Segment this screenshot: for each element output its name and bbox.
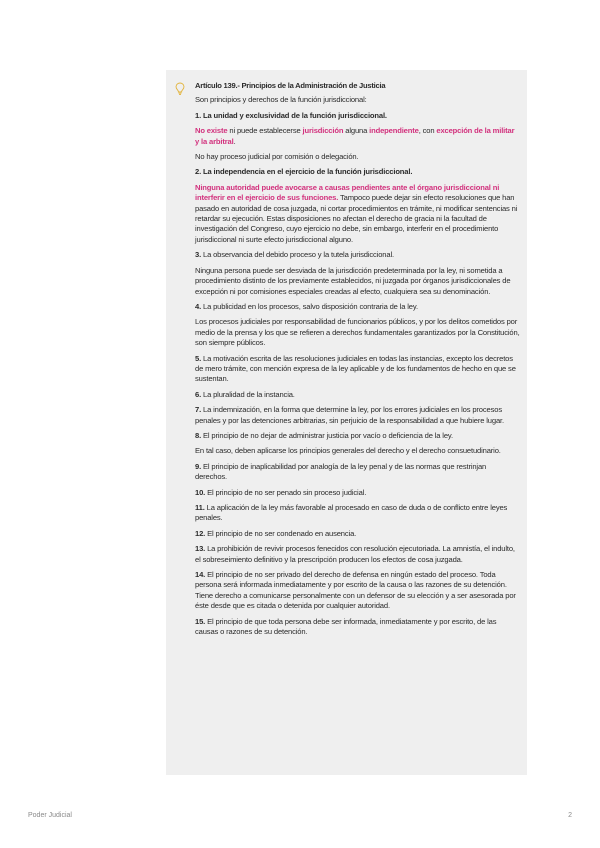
highlight-text: independiente bbox=[369, 126, 419, 136]
item-number: 6. bbox=[195, 389, 202, 399]
item-number: 10. bbox=[195, 487, 206, 497]
item-15 bbox=[195, 617, 520, 638]
item-text: El principio de inaplicabilidad por analogía de la ley penal y de las normas que restrinjan derechos. bbox=[195, 461, 487, 482]
item-7 bbox=[195, 405, 520, 426]
article-intro: Son principios y derechos de la función jurisdiccional: bbox=[195, 95, 367, 105]
highlight-text: No existe bbox=[195, 126, 228, 136]
item-1-heading: 1. La unidad y exclusividad de la función jurisdiccional. bbox=[195, 110, 387, 120]
item-number: 9. bbox=[195, 461, 202, 471]
item-number: 12. bbox=[195, 528, 206, 538]
article-title: Artículo 139.- Principios de la Administración de Justicia bbox=[195, 81, 386, 90]
article-content bbox=[195, 81, 520, 642]
item-number: 5. bbox=[195, 353, 202, 363]
item-text: El principio de no ser privado del derecho de defensa en ningún estado del proceso. Toda persona será informada inmediatamente y por escrito de la causa o las razones de su detención. Tiene derecho a comunicarse personalmente con un defensor de su elección y a ser asesorada por éste desde que es citada o detenida por cualquier autoridad. bbox=[195, 570, 516, 611]
item-8 bbox=[195, 431, 520, 441]
page-number: 2 bbox=[568, 812, 572, 819]
item-text: La prohibición de revivir procesos fenecidos con resolución ejecutoriada. La amnistía, el indulto, el sobreseimiento definitivo y la prescripción producen los efectos de cosa juzgada. bbox=[195, 544, 515, 564]
highlight-text: jurisdicción bbox=[302, 126, 344, 136]
highlight-text: excepción de la militar y la arbitral bbox=[195, 126, 515, 146]
item-8-paragraph: En tal caso, deben aplicarse los principios generales del derecho y el derecho consuetudinario. bbox=[195, 446, 501, 456]
body-text: , con bbox=[418, 126, 437, 136]
item-text: La aplicación de la ley más favorable al procesado en caso de duda o de conflicto entre leyes penales. bbox=[195, 503, 508, 523]
body-text: ni puede establecerse bbox=[227, 126, 303, 136]
item-number: 8. bbox=[195, 430, 202, 440]
item-number: 7. bbox=[195, 405, 202, 415]
article-panel bbox=[166, 70, 527, 775]
item-text: La indemnización, en la forma que determine la ley, por los errores judiciales en los procesos penales y por las detenciones arbitrarias, sin perjuicio de la responsabilidad a que hubiere lugar. bbox=[195, 405, 504, 425]
body-text: Tampoco puede dejar sin efecto resoluciones que han pasado en autoridad de cosa juzgada, ni cortar procedimientos en trámite, ni modificar sentencias ni retardar su ejecución. Estas disposiciones no afectan el derecho de gracia ni la facultad de investigación del Congreso, cuyo ejercicio no debe, sin embargo, interferir en el procedimiento jurisdiccional ni surte efecto jurisdiccional alguno. bbox=[195, 193, 518, 244]
item-1-note: No hay proceso judicial por comisión o delegación. bbox=[195, 152, 359, 162]
item-number: 3. bbox=[195, 250, 202, 260]
item-number: 15. bbox=[195, 616, 206, 626]
item-4-paragraph: Los procesos judiciales por responsabilidad de funcionarios públicos, y por los delitos cometidos por medio de la prensa y los que se refieren a derechos fundamentales garantizados por la Constitución, son siempre públicos. bbox=[195, 317, 520, 348]
body-text: alguna bbox=[343, 126, 370, 136]
item-9 bbox=[195, 462, 520, 483]
item-2-paragraph bbox=[195, 183, 520, 245]
item-11 bbox=[195, 503, 520, 524]
item-text: La motivación escrita de las resoluciones judiciales en todas las instancias, excepto los decretos de mero trámite, con mención expresa de la ley aplicable y de los fundamentos de hecho en que se sustentan. bbox=[195, 353, 516, 384]
item-13 bbox=[195, 544, 520, 565]
item-14 bbox=[195, 570, 520, 612]
item-text: La pluralidad de la instancia. bbox=[201, 389, 295, 399]
item-number: 13. bbox=[195, 544, 206, 554]
highlight-text: Ninguna autoridad puede avocarse a causas pendientes ante el órgano jurisdiccional ni interferir en el ejercicio de sus funciones. bbox=[195, 182, 500, 203]
item-6 bbox=[195, 390, 520, 400]
item-text: La publicidad en los procesos, salvo disposición contraria de la ley. bbox=[201, 301, 418, 311]
footer-label: Poder Judicial bbox=[28, 812, 72, 819]
lightbulb-icon bbox=[175, 82, 185, 96]
item-text: El principio de no ser penado sin proceso judicial. bbox=[205, 487, 367, 497]
item-5 bbox=[195, 354, 520, 385]
body-text: . bbox=[233, 136, 236, 146]
item-number: 4. bbox=[195, 301, 202, 311]
item-3-paragraph: Ninguna persona puede ser desviada de la jurisdicción predeterminada por la ley, ni sometida a procedimiento distinto de los previamente establecidos, ni juzgada por órganos jurisdiccionales de excepción ni por comisiones especiales creadas al efecto, cualquiera sea su denominación. bbox=[195, 265, 511, 296]
item-1-paragraph bbox=[195, 126, 520, 147]
item-text: La observancia del debido proceso y la tutela jurisdiccional. bbox=[201, 250, 394, 260]
item-3 bbox=[195, 250, 520, 260]
item-10 bbox=[195, 488, 520, 498]
item-text: El principio de que toda persona debe ser informada, inmediatamente y por escrito, de las causas o razones de su detención. bbox=[195, 616, 497, 637]
item-12 bbox=[195, 529, 520, 539]
item-2-heading: 2. La independencia en el ejercicio de la función jurisdiccional. bbox=[195, 167, 413, 177]
item-4 bbox=[195, 302, 520, 312]
item-number: 14. bbox=[195, 570, 206, 580]
item-text: El principio de no ser condenado en ausencia. bbox=[205, 528, 357, 538]
item-number: 11. bbox=[195, 503, 205, 512]
item-text: El principio de no dejar de administrar justicia por vacío o deficiencia de la ley. bbox=[201, 430, 453, 440]
